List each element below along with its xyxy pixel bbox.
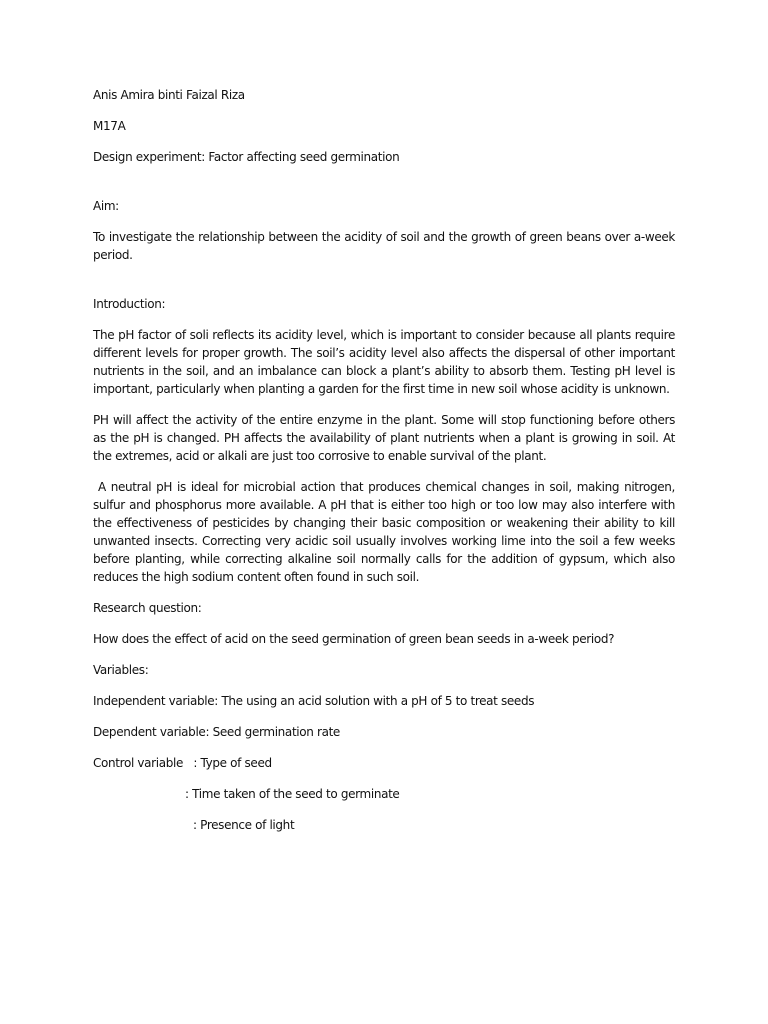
introduction-heading: Introduction: [93,297,166,311]
document-page [93,86,679,847]
introduction-paragraph-2: PH will affect the activity of the entire enzyme in the plant. Some will stop functioning before others as the pH is changed. PH affects the availability of plant nutrients when a plant is growing in soil. At the extremes, acid or alkali are just too corrosive to enable survival of the plant. [93,413,675,463]
spacer [93,179,675,197]
document-title: Design experiment: Factor affecting seed germination [93,150,400,164]
variables-heading: Variables: [93,663,149,677]
introduction-paragraph-3: A neutral pH is ideal for microbial action that produces chemical changes in soil, making nitrogen, sulfur and phosphorus more available. A pH that is either too high or too low may also interfere with the effectiveness of pesticides by changing their basic composition or weakening their ability to kill unwanted insects. Correcting very acidic soil usually involves working lime into the soil a few weeks before planting, while correcting alkaline soil normally calls for the addition of gypsum, which also reduces the high sodium content often found in such soil. [93,480,679,584]
introduction-paragraph-1: The pH factor of soli reflects its acidity level, which is important to consider because all plants require different levels for proper growth. The soil’s acidity level also affects the dispersal of other important nutrients in the soil, and an imbalance can block a plant’s ability to absorb them. Testing pH level is important, particularly when planting a garden for the first time in new soil whose acidity is unknown. [93,328,675,396]
research-question-text: How does the effect of acid on the seed germination of green bean seeds in a-week period? [93,632,615,646]
dependent-variable: Dependent variable: Seed germination rate [93,725,340,739]
author-name: Anis Amira binti Faizal Riza [93,88,245,102]
research-question-heading: Research question: [93,601,202,615]
control-variable-2: : Time taken of the seed to germinate [185,787,400,801]
independent-variable: Independent variable: The using an acid solution with a pH of 5 to treat seeds [93,694,535,708]
control-variable-3: : Presence of light [193,818,295,832]
aim-text: To investigate the relationship between the acidity of soil and the growth of green beans over a-week period. [93,230,675,262]
spacer [93,277,675,295]
control-variable-1: Control variable : Type of seed [93,756,272,770]
aim-heading: Aim: [93,199,119,213]
class-code: M17A [93,119,126,133]
